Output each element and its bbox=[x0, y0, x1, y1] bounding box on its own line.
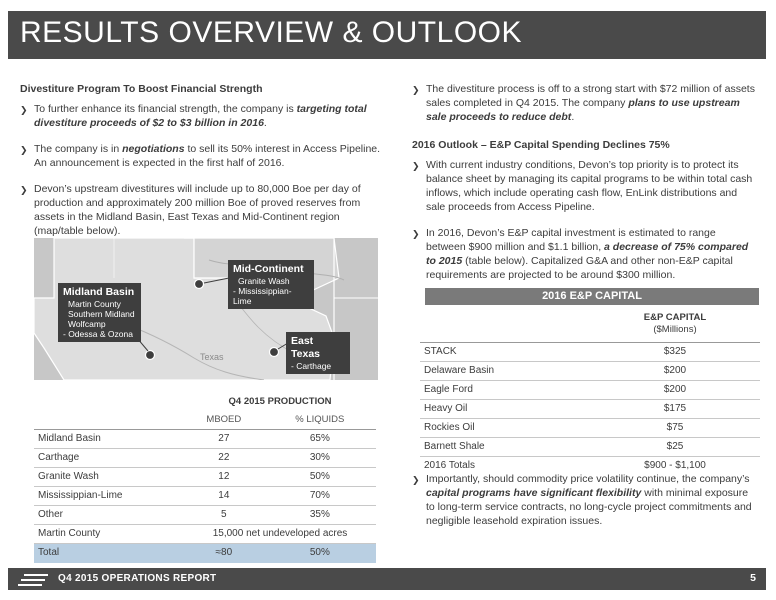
page-number: 5 bbox=[750, 572, 756, 584]
midcon-marker bbox=[195, 280, 204, 289]
midland-callout: Midland Basin Martin County Southern Midland Wolfcamp - Odessa & Ozona bbox=[58, 283, 141, 342]
table-row: Carthage 22 30% bbox=[34, 449, 376, 468]
bullet-divestiture-target: ❯ To further enhance its financial strength, the company is targeting total divestiture proceeds of $2 to $3 billion in 2016. bbox=[20, 103, 367, 129]
outlook-heading: 2016 Outlook – E&P Capital Spending Declines 75% bbox=[412, 139, 670, 151]
chevron-right-icon: ❯ bbox=[412, 161, 420, 171]
bullet-flexibility: ❯ Importantly, should commodity price volatility continue, the company’s capital programs have significant flexibility with minimal exposure to long-term service contracts, no long-cycle project commitments and negligible leasehold expiration issues. bbox=[412, 473, 752, 527]
chevron-right-icon: ❯ bbox=[412, 229, 420, 239]
texas-label: Texas bbox=[200, 352, 224, 362]
capital-col-header: E&P CAPITAL ($Millions) bbox=[590, 308, 760, 343]
title-bar bbox=[8, 11, 766, 59]
table-row: STACK $325 bbox=[420, 343, 760, 362]
divestiture-heading: Divestiture Program To Boost Financial Strength bbox=[20, 83, 263, 95]
table-row-martin-county: Martin County 15,000 net undeveloped acres bbox=[34, 525, 376, 544]
capital-table bbox=[420, 308, 760, 476]
footer-report-title: Q4 2015 OPERATIONS REPORT bbox=[58, 573, 217, 584]
table-row: Other 5 35% bbox=[34, 506, 376, 525]
midland-marker bbox=[146, 351, 155, 360]
right-column bbox=[412, 82, 758, 294]
flexibility-note bbox=[412, 472, 758, 540]
bullet-priority: ❯ With current industry conditions, Devon’s top priority is to protect its balance sheet by managing its capital programs to be within total cash inflows, which include operating cash flow, EnLink distributions and sale proceeds from Access Pipeline. bbox=[412, 159, 753, 213]
bullet-q4-sales: ❯ The divestiture process is off to a strong start with $72 million of assets sales completed in Q4 2015. The company plans to use upstream sale proceeds to reduce debt. bbox=[412, 83, 755, 123]
footer-bar bbox=[8, 568, 766, 590]
production-table bbox=[34, 394, 376, 563]
capital-banner: 2016 E&P CAPITAL bbox=[425, 288, 759, 305]
production-col-liquids: % LIQUIDS bbox=[264, 412, 376, 430]
devon-logo-icon bbox=[18, 574, 48, 586]
production-caption: Q4 2015 PRODUCTION bbox=[228, 396, 332, 407]
bullet-capital-investment: ❯ In 2016, Devon’s E&P capital investment is estimated to range between $900 million and $1.1 billion, a decrease of 75% compared to 2015 (table below). Capitalized G&A and other non-E&P capital requirements are projected to be around $300 million. bbox=[412, 227, 749, 281]
table-row: Heavy Oil $175 bbox=[420, 400, 760, 419]
chevron-right-icon: ❯ bbox=[412, 85, 420, 95]
table-row: Eagle Ford $200 bbox=[420, 381, 760, 400]
table-row: Granite Wash 12 50% bbox=[34, 468, 376, 487]
etx-callout: East Texas - Carthage bbox=[286, 332, 350, 374]
bullet-upstream-divestitures: ❯ Devon’s upstream divestitures will include up to 80,000 Boe per day of production and approximately 200 million Boe of proved reserves from assets in the Midland Basin, East Texas and Mid-Continent region (map/table below). bbox=[20, 183, 361, 237]
bullet-access-pipeline: ❯ The company is in negotiations to sell its 50% interest in Access Pipeline. An announcement is expected in the first half of 2016. bbox=[20, 143, 381, 169]
table-row-total: Total ≈80 50% bbox=[34, 544, 376, 563]
table-row: Barnett Shale $25 bbox=[420, 438, 760, 457]
table-row: Midland Basin 27 65% bbox=[34, 430, 376, 449]
table-row: Mississippian-Lime 14 70% bbox=[34, 487, 376, 506]
left-column bbox=[20, 82, 388, 250]
table-row-total: 2016 Totals $900 - $1,100 bbox=[420, 457, 760, 476]
chevron-right-icon: ❯ bbox=[20, 185, 28, 195]
production-col-mboed: MBOED bbox=[184, 412, 264, 430]
asset-map bbox=[34, 238, 378, 380]
chevron-right-icon: ❯ bbox=[20, 145, 28, 155]
table-row: Delaware Basin $200 bbox=[420, 362, 760, 381]
table-row: Rockies Oil $75 bbox=[420, 419, 760, 438]
chevron-right-icon: ❯ bbox=[20, 105, 28, 115]
page-title: RESULTS OVERVIEW & OUTLOOK bbox=[20, 16, 522, 49]
etx-marker bbox=[270, 348, 279, 357]
chevron-right-icon: ❯ bbox=[412, 475, 420, 485]
midcon-callout: Mid-Continent Granite Wash - Mississippian-Lime bbox=[228, 260, 314, 309]
